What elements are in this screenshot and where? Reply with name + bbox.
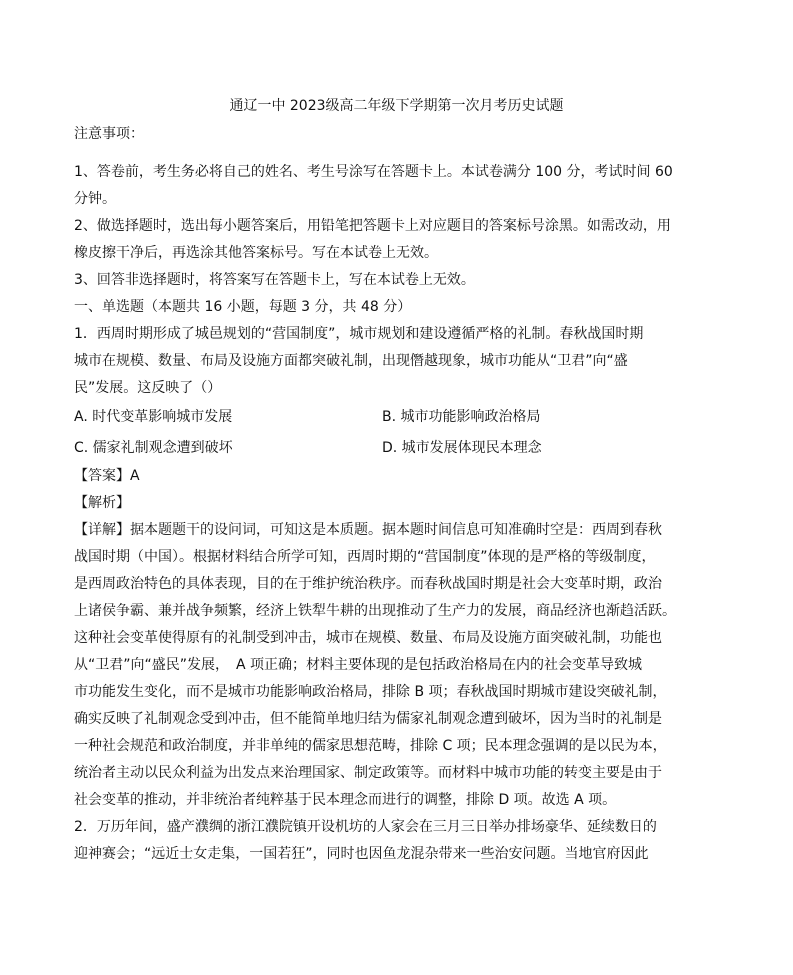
- detail-line: 【详解】据本题题干的设问词，可知这是本质题。据本题时间信息可知准确时空是：西周到春秋: [74, 522, 662, 538]
- section-heading: 一、单选题（本题共 16 小题，每题 3 分，共 48 分）: [74, 299, 412, 315]
- notice-line: 3、回答非选择题时，将答案写在答题卡上，写在本试卷上无效。: [74, 272, 475, 288]
- notice-line: 2、做选择题时，选出每小题答案后，用铅笔把答题卡上对应题目的答案标号涂黑。如需改动，用: [74, 218, 671, 234]
- question-2-stem: 迎神赛会；“远近士女走集，一国若狂”，同时也因鱼龙混杂带来一些治安问题。当地官府因此: [74, 846, 649, 862]
- detail-line: 是西周政治特色的具体表现，目的在于维护统治秩序。而春秋战国时期是社会大变革时期，政治: [74, 576, 662, 592]
- detail-line: 市功能发生变化，而不是城市功能影响政治格局，排除 B 项；春秋战国时期城市建设突破礼制，: [74, 684, 667, 700]
- page-title: 通辽一中 2023级高二年级下学期第一次月考历史试题: [229, 98, 564, 114]
- detail-line: 战国时期（中国）。根据材料结合所学可知，西周时期的“营国制度”体现的是严格的等级制度，: [74, 549, 656, 565]
- analysis-label: 【解析】: [74, 495, 130, 511]
- detail-line: 确实反映了礼制观念受到冲击，但不能简单地归结为儒家礼制观念遭到破坏，因为当时的礼制是: [74, 711, 662, 727]
- option-d: D. 城市发展体现民本理念: [382, 440, 542, 456]
- detail-line: 从“卫君”向“盛民”发展， A 项正确；材料主要体现的是包括政治格局在内的社会变革导致城: [74, 657, 643, 673]
- detail-line: 这种社会变革使得原有的礼制受到冲击，城市在规模、数量、布局及设施方面突破礼制，功能也: [74, 630, 662, 646]
- detail-line: 一种社会规范和政治制度，并非单纯的儒家思想范畴，排除 C 项；民本理念强调的是以民为本，: [74, 738, 667, 754]
- option-b: B. 城市功能影响政治格局: [382, 409, 541, 425]
- question-1-stem: 1．西周时期形成了城邑规划的“营国制度”，城市规划和建设遵循严格的礼制。春秋战国时期: [74, 326, 644, 342]
- detail-line: 社会变革的推动，并非统治者纯粹基于民本理念而进行的调整，排除 D 项。故选 A 项。: [74, 792, 617, 808]
- question-2-stem: 2．万历年间，盛产濮绸的浙江濮院镇开设机坊的人家会在三月三日举办排场豪华、延续数日的: [74, 819, 657, 835]
- option-a: A. 时代变革影响城市发展: [74, 409, 233, 425]
- option-c: C. 儒家礼制观念遭到破坏: [74, 440, 233, 456]
- notice-line: 1、答卷前，考生务必将自己的姓名、考生号涂写在答题卡上。本试卷满分 100 分，考试时间 60: [74, 164, 673, 180]
- question-1-stem: 城市在规模、数量、布局及设施方面都突破礼制，出现僭越现象，城市功能从“卫君”向“盛: [74, 353, 628, 369]
- notice-line: 橡皮擦干净后，再选涂其他答案标号。写在本试卷上无效。: [74, 245, 438, 261]
- answer-label: 【答案】A: [74, 468, 140, 484]
- notice-line: 分钟。: [74, 191, 116, 207]
- notice-heading: 注意事项：: [74, 126, 144, 142]
- question-1-stem: 民”发展。这反映了（）: [74, 380, 222, 396]
- detail-line: 上诸侯争霸、兼并战争频繁，经济上铁犁牛耕的出现推动了生产力的发展，商品经济也渐趋活跃。: [74, 603, 676, 619]
- detail-line: 统治者主动以民众利益为出发点来治理国家、制定政策等。而材料中城市功能的转变主要是由于: [74, 765, 662, 781]
